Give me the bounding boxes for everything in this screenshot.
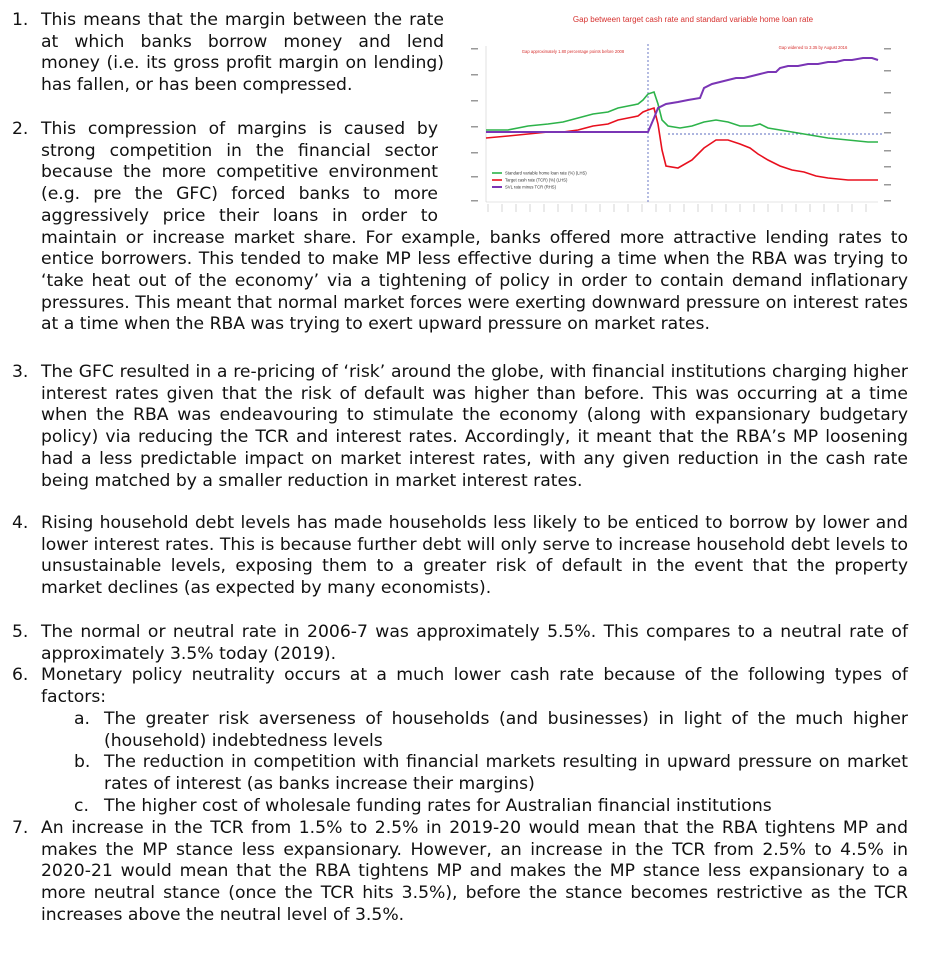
legend-svr: Standard variable home loan rate (%) (LHS) <box>505 170 587 176</box>
list-number: 7. <box>12 818 29 838</box>
sub-item-a <box>74 709 908 752</box>
list-item-6 <box>12 665 908 708</box>
list-item-text: Monetary policy neutrality occurs at a much lower cash rate because of the following types of factors: <box>41 665 908 707</box>
chart-svg <box>468 8 908 218</box>
sub-item-b <box>74 752 908 795</box>
list-number: 4. <box>12 513 29 533</box>
list-item-7 <box>12 818 908 927</box>
sub-item-c <box>74 796 908 818</box>
list-item-text: This means that the margin between the rate at which banks borrow money and lend money (i.e. its gross profit margin on lending) has fallen, or has been compressed. <box>41 10 444 96</box>
list-number: 6. <box>12 665 29 685</box>
sub-item-text: The reduction in competition with financial markets resulting in upward pressure on market rates of interest (as banks increase their margins) <box>104 752 908 794</box>
list-number: 1. <box>12 10 29 30</box>
list-item-3 <box>12 362 908 492</box>
list-item-text: This compression of margins is caused by strong competition in the financial sector because the more competitive environment (e.g. pre the GFC) forced banks to more aggressively price their loans in order to maintain or increase market share. For example, banks offered more attractive lending rates to entice borrowers. This tended to make MP less effective during a time when the RBA was trying to ‘take heat out of the economy’ via a tightening of policy in order to contain demand inflationary pressures. This meant that normal market forces were exerting downward pressure on interest rates at a time when the RBA was trying to exert upward pressure on market rates. <box>41 119 908 335</box>
legend-gap: SVL rate minus TCR (RHS) <box>505 184 556 190</box>
list-item-text: The GFC resulted in a re-pricing of ‘risk’ around the globe, with financial institutions charging higher interest rates given that the risk of default was higher than before. This was occurring at a time when the RBA was endeavouring to stimulate the economy (along with expansionary budgetary policy) via reducing the TCR and interest rates. Accordingly, it meant that the RBA’s MP loosening had a less predictable impact on market interest rates, with any given reduction in the cash rate being matched by a smaller reduction in market interest rates. <box>41 362 908 491</box>
list-item-5 <box>12 622 908 665</box>
sub-list-letter: c. <box>74 796 89 816</box>
legend-tcr: Target cash rate (TCR) (%) (LHS) <box>505 177 568 183</box>
chart-annotation-right: Gap widened to 3.35 by August 2016 <box>778 45 848 50</box>
sub-list-letter: a. <box>74 709 90 729</box>
sub-item-text: The higher cost of wholesale funding rates for Australian financial institutions <box>104 796 772 816</box>
list-item-text: Rising household debt levels has made households less likely to be enticed to borrow by lower and lower interest rates. This is because further debt will only serve to increase household debt levels to unsustainable levels, exposing them to a greater risk of default in the event that the property market declines (as expected by many economists). <box>41 513 908 599</box>
sub-item-text: The greater risk averseness of households (and businesses) in light of the much higher (household) indebtedness levels <box>104 709 908 751</box>
list-number: 5. <box>12 622 29 642</box>
chart-image <box>468 8 908 218</box>
chart-annotation-left: Gap approximately 1.80 percentage points before 2008 <box>521 49 625 54</box>
list-item-text: The normal or neutral rate in 2006-7 was approximately 5.5%. This compares to a neutral rate of approximately 3.5% today (2019). <box>41 622 908 664</box>
list-item-4 <box>12 513 908 600</box>
list-number: 2. <box>12 119 29 139</box>
list-number: 3. <box>12 362 29 382</box>
list-item-text: An increase in the TCR from 1.5% to 2.5% in 2019-20 would mean that the RBA tightens MP and makes the MP stance less expansionary. However, an increase in the TCR from 2.5% to 4.5% in 2020-21 would mean that the RBA tightens MP and makes the MP stance less expansionary to a more neutral stance (once the TCR hits 3.5%), before the stance becomes restrictive as the TCR increases above the neutral level of 3.5%. <box>41 818 908 925</box>
chart-title: Gap between target cash rate and standard variable home loan rate <box>572 15 814 24</box>
sub-list-letter: b. <box>74 752 91 772</box>
